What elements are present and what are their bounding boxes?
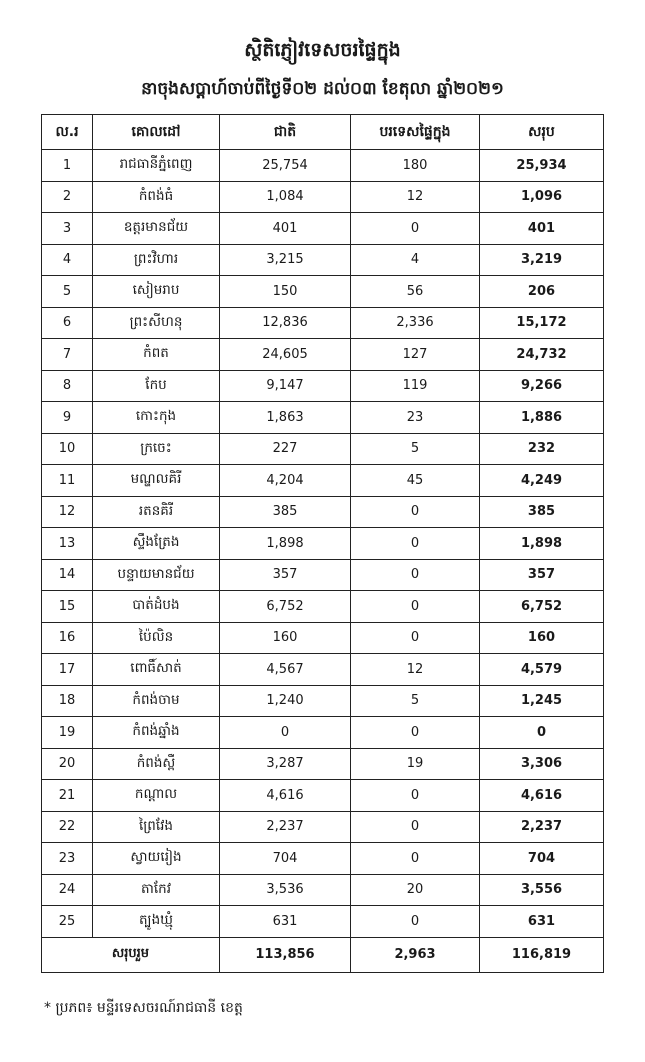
table-header-row [42,115,604,150]
cell-total: 1,096 [480,181,604,213]
cell-national: 150 [220,276,351,308]
cell-national: 4,204 [220,465,351,497]
cell-no: 4 [42,244,93,276]
header-no: ល.រ [42,115,93,150]
table-row [42,748,604,780]
summary-foreign: 2,963 [351,937,480,972]
cell-destination: ឧត្តរមានជ័យ [93,213,220,245]
cell-no: 6 [42,307,93,339]
tourist-statistics-table [41,114,604,973]
cell-national: 227 [220,433,351,465]
summary-national: 113,856 [220,937,351,972]
summary-label: សរុបរួម [42,937,220,972]
cell-no: 3 [42,213,93,245]
cell-foreign: 2,336 [351,307,480,339]
cell-foreign: 20 [351,874,480,906]
cell-foreign: 5 [351,433,480,465]
table-row [42,213,604,245]
cell-foreign: 0 [351,591,480,623]
cell-national: 1,898 [220,528,351,560]
cell-total: 0 [480,717,604,749]
cell-foreign: 19 [351,748,480,780]
cell-foreign: 0 [351,528,480,560]
cell-foreign: 0 [351,559,480,591]
cell-total: 1,886 [480,402,604,434]
cell-national: 704 [220,843,351,875]
cell-total: 4,249 [480,465,604,497]
table-row [42,559,604,591]
cell-destination: មណ្ឌលគិរី [93,465,220,497]
cell-national: 1,084 [220,181,351,213]
table-row [42,244,604,276]
cell-destination: ស្វាយរៀង [93,843,220,875]
table-body [42,150,604,938]
cell-total: 6,752 [480,591,604,623]
cell-destination: ព្រៃវែង [93,811,220,843]
cell-total: 3,556 [480,874,604,906]
cell-destination: ស្ទឹងត្រែង [93,528,220,560]
cell-national: 4,567 [220,654,351,686]
cell-no: 14 [42,559,93,591]
cell-destination: កំពង់ចាម [93,685,220,717]
cell-foreign: 45 [351,465,480,497]
table-row [42,528,604,560]
cell-no: 9 [42,402,93,434]
cell-total: 25,934 [480,150,604,182]
cell-destination: ប៉ៃលិន [93,622,220,654]
cell-no: 12 [42,496,93,528]
table-row [42,874,604,906]
header-national: ជាតិ [220,115,351,150]
cell-foreign: 0 [351,843,480,875]
cell-foreign: 0 [351,213,480,245]
table-row [42,811,604,843]
cell-total: 15,172 [480,307,604,339]
cell-destination: កំពង់ឆ្នាំង [93,717,220,749]
cell-national: 0 [220,717,351,749]
table-row [42,622,604,654]
cell-national: 24,605 [220,339,351,371]
table-row [42,276,604,308]
cell-no: 18 [42,685,93,717]
table-row [42,685,604,717]
cell-national: 9,147 [220,370,351,402]
cell-foreign: 0 [351,496,480,528]
cell-destination: ក្រចេះ [93,433,220,465]
cell-foreign: 0 [351,811,480,843]
cell-national: 3,287 [220,748,351,780]
table-row [42,402,604,434]
table-row [42,307,604,339]
cell-national: 2,237 [220,811,351,843]
table-row [42,906,604,938]
table-row [42,339,604,371]
table-row [42,433,604,465]
cell-no: 15 [42,591,93,623]
document-subtitle: នាចុងសប្តាហ៍ចាប់ពីថ្ងៃទី០២ ដល់០៣ ខែតុលា ឆ្នាំ២០២១ [141,79,504,99]
cell-destination: តាកែវ [93,874,220,906]
cell-foreign: 12 [351,181,480,213]
cell-national: 385 [220,496,351,528]
cell-no: 8 [42,370,93,402]
table-row [42,717,604,749]
cell-no: 2 [42,181,93,213]
cell-destination: រតនគិរី [93,496,220,528]
cell-no: 11 [42,465,93,497]
cell-foreign: 4 [351,244,480,276]
cell-no: 25 [42,906,93,938]
cell-no: 17 [42,654,93,686]
cell-destination: ត្បូងឃ្មុំ [93,906,220,938]
cell-national: 401 [220,213,351,245]
table-row [42,780,604,812]
cell-destination: បន្ទាយមានជ័យ [93,559,220,591]
cell-destination: កែប [93,370,220,402]
cell-national: 3,215 [220,244,351,276]
cell-no: 21 [42,780,93,812]
table-row [42,370,604,402]
cell-foreign: 127 [351,339,480,371]
cell-no: 7 [42,339,93,371]
cell-no: 19 [42,717,93,749]
cell-no: 24 [42,874,93,906]
cell-no: 20 [42,748,93,780]
cell-foreign: 0 [351,717,480,749]
cell-foreign: 56 [351,276,480,308]
table-row [42,591,604,623]
cell-no: 1 [42,150,93,182]
cell-foreign: 180 [351,150,480,182]
cell-destination: បាត់ដំបង [93,591,220,623]
cell-no: 5 [42,276,93,308]
cell-foreign: 0 [351,780,480,812]
cell-total: 631 [480,906,604,938]
header-total: សរុប [480,115,604,150]
cell-destination: ពោធិ៍សាត់ [93,654,220,686]
cell-destination: រាជធានីភ្នំពេញ [93,150,220,182]
cell-foreign: 12 [351,654,480,686]
cell-national: 631 [220,906,351,938]
cell-no: 22 [42,811,93,843]
cell-total: 206 [480,276,604,308]
summary-row [42,937,604,972]
cell-foreign: 0 [351,622,480,654]
cell-destination: ព្រះវិហារ [93,244,220,276]
table-row [42,843,604,875]
cell-national: 6,752 [220,591,351,623]
cell-national: 1,240 [220,685,351,717]
cell-total: 9,266 [480,370,604,402]
cell-national: 160 [220,622,351,654]
cell-total: 232 [480,433,604,465]
cell-total: 24,732 [480,339,604,371]
cell-no: 23 [42,843,93,875]
table-row [42,150,604,182]
cell-no: 10 [42,433,93,465]
cell-national: 1,863 [220,402,351,434]
cell-destination: សៀមរាប [93,276,220,308]
header-foreign: បរទេសផ្ទៃក្នុង [351,115,480,150]
cell-destination: កណ្តាល [93,780,220,812]
header-destination: គោលដៅ [93,115,220,150]
cell-national: 4,616 [220,780,351,812]
cell-total: 401 [480,213,604,245]
cell-total: 704 [480,843,604,875]
table-row [42,654,604,686]
cell-total: 4,616 [480,780,604,812]
cell-destination: កោះកុង [93,402,220,434]
cell-foreign: 119 [351,370,480,402]
source-footnote: * ប្រភព៖ មន្ទីរទេសចរណ៍រាជធានី ខេត្ត [44,1000,243,1016]
document-title: ស្ថិតិភ្ញៀវទេសចរផ្ទៃក្នុង [244,39,401,61]
cell-total: 2,237 [480,811,604,843]
cell-total: 3,306 [480,748,604,780]
cell-total: 385 [480,496,604,528]
cell-destination: ព្រះសីហនុ [93,307,220,339]
cell-national: 25,754 [220,150,351,182]
summary-total: 116,819 [480,937,604,972]
cell-national: 3,536 [220,874,351,906]
cell-total: 1,898 [480,528,604,560]
cell-foreign: 23 [351,402,480,434]
cell-total: 3,219 [480,244,604,276]
cell-national: 12,836 [220,307,351,339]
table-row [42,181,604,213]
table-row [42,496,604,528]
cell-no: 13 [42,528,93,560]
table-row [42,465,604,497]
cell-no: 16 [42,622,93,654]
cell-destination: កំពង់ធំ [93,181,220,213]
cell-total: 357 [480,559,604,591]
cell-national: 357 [220,559,351,591]
cell-total: 160 [480,622,604,654]
cell-foreign: 0 [351,906,480,938]
cell-foreign: 5 [351,685,480,717]
cell-total: 4,579 [480,654,604,686]
cell-destination: កំពង់ស្ពឺ [93,748,220,780]
cell-destination: កំពត [93,339,220,371]
cell-total: 1,245 [480,685,604,717]
